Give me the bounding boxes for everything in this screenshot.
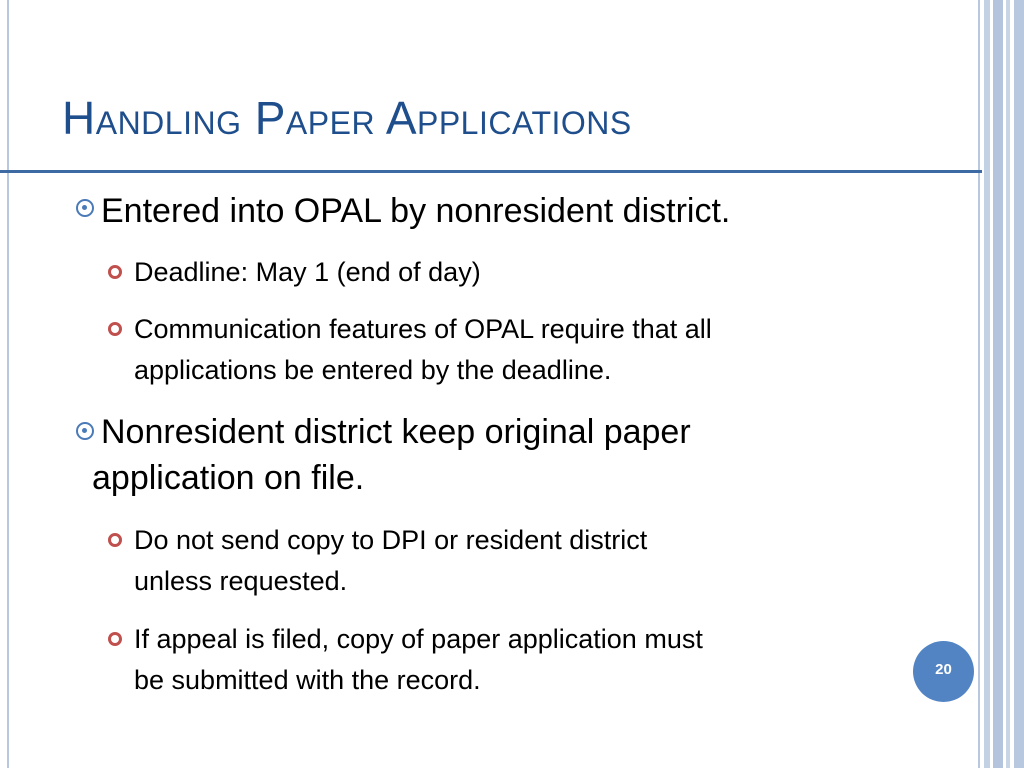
bullet-text-line: Communication features of OPAL require that all — [134, 314, 712, 344]
title-underline — [0, 170, 982, 173]
bullet-text-line: unless requested. — [134, 566, 348, 596]
left-border-decoration — [7, 0, 9, 768]
right-stripe-decoration — [984, 0, 990, 768]
bullet-text-line: Do not send copy to DPI or resident district — [134, 525, 648, 555]
level2-bullet-icon — [108, 533, 122, 547]
right-stripe-decoration — [978, 0, 980, 768]
level2-bullet-icon — [108, 265, 122, 279]
level2-bullet-icon — [108, 322, 122, 336]
bullet-text-line: Entered into OPAL by nonresident district. — [101, 192, 731, 230]
right-stripe-decoration — [1014, 0, 1024, 768]
level1-bullet-icon — [76, 199, 94, 217]
page-number-badge: 20 — [913, 641, 974, 702]
bullet-text-line: application on file. — [92, 459, 365, 497]
bullet-text-line: be submitted with the record. — [134, 665, 481, 695]
bullet-text-line: If appeal is filed, copy of paper application must — [134, 624, 703, 654]
bullet-text-line: applications be entered by the deadline. — [134, 355, 612, 385]
slide-title: Handling Paper Applications — [62, 92, 632, 144]
level1-bullet-icon — [76, 422, 94, 440]
bullet-text-line: Nonresident district keep original paper — [101, 413, 691, 451]
right-stripe-decoration — [1006, 0, 1010, 768]
right-stripe-decoration — [993, 0, 1003, 768]
level2-bullet-icon — [108, 632, 122, 646]
bullet-text-line: Deadline: May 1 (end of day) — [134, 257, 481, 287]
